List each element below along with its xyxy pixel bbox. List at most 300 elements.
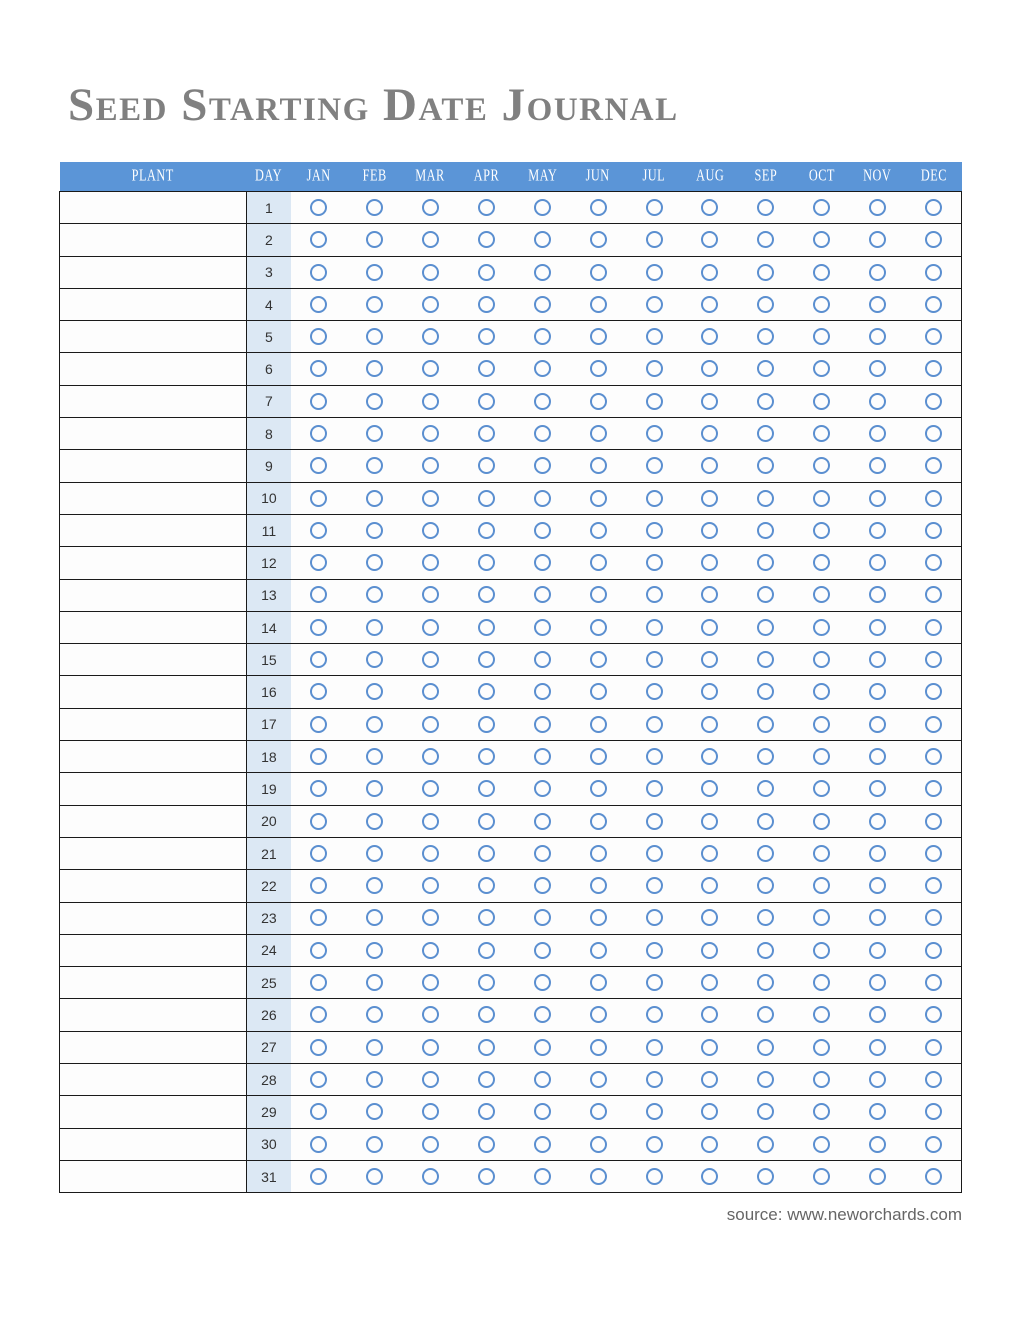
- month-checkbox-cell-jun-day-11[interactable]: [570, 514, 626, 546]
- circle-checkbox-icon[interactable]: [422, 877, 439, 894]
- month-checkbox-cell-sep-day-15[interactable]: [738, 644, 794, 676]
- plant-name-input-cell[interactable]: [60, 385, 247, 417]
- circle-checkbox-icon[interactable]: [534, 457, 551, 474]
- month-checkbox-cell-sep-day-14[interactable]: [738, 611, 794, 643]
- plant-name-input-cell[interactable]: [60, 192, 247, 224]
- circle-checkbox-icon[interactable]: [534, 199, 551, 216]
- plant-name-input-cell[interactable]: [60, 224, 247, 256]
- month-checkbox-cell-jun-day-5[interactable]: [570, 321, 626, 353]
- circle-checkbox-icon[interactable]: [925, 393, 942, 410]
- circle-checkbox-icon[interactable]: [310, 231, 327, 248]
- circle-checkbox-icon[interactable]: [478, 199, 495, 216]
- plant-name-input-cell[interactable]: [60, 611, 247, 643]
- plant-name-input-cell[interactable]: [60, 741, 247, 773]
- circle-checkbox-icon[interactable]: [366, 586, 383, 603]
- circle-checkbox-icon[interactable]: [813, 231, 830, 248]
- circle-checkbox-icon[interactable]: [422, 457, 439, 474]
- circle-checkbox-icon[interactable]: [869, 296, 886, 313]
- month-checkbox-cell-sep-day-9[interactable]: [738, 450, 794, 482]
- circle-checkbox-icon[interactable]: [366, 1103, 383, 1120]
- circle-checkbox-icon[interactable]: [310, 296, 327, 313]
- circle-checkbox-icon[interactable]: [813, 877, 830, 894]
- month-checkbox-cell-aug-day-1[interactable]: [682, 192, 738, 224]
- circle-checkbox-icon[interactable]: [813, 554, 830, 571]
- month-checkbox-cell-may-day-28[interactable]: [514, 1064, 570, 1096]
- circle-checkbox-icon[interactable]: [366, 231, 383, 248]
- month-checkbox-cell-jul-day-7[interactable]: [626, 385, 682, 417]
- month-checkbox-cell-dec-day-31[interactable]: [906, 1160, 962, 1192]
- month-checkbox-cell-mar-day-29[interactable]: [403, 1096, 459, 1128]
- month-checkbox-cell-sep-day-8[interactable]: [738, 418, 794, 450]
- month-checkbox-cell-sep-day-23[interactable]: [738, 902, 794, 934]
- circle-checkbox-icon[interactable]: [590, 683, 607, 700]
- month-checkbox-cell-aug-day-18[interactable]: [682, 741, 738, 773]
- plant-name-input-cell[interactable]: [60, 708, 247, 740]
- month-checkbox-cell-dec-day-10[interactable]: [906, 482, 962, 514]
- month-checkbox-cell-feb-day-18[interactable]: [347, 741, 403, 773]
- month-checkbox-cell-sep-day-30[interactable]: [738, 1128, 794, 1160]
- circle-checkbox-icon[interactable]: [422, 1168, 439, 1185]
- month-checkbox-cell-feb-day-3[interactable]: [347, 256, 403, 288]
- circle-checkbox-icon[interactable]: [646, 845, 663, 862]
- plant-name-input-cell[interactable]: [60, 1128, 247, 1160]
- circle-checkbox-icon[interactable]: [534, 231, 551, 248]
- circle-checkbox-icon[interactable]: [925, 586, 942, 603]
- circle-checkbox-icon[interactable]: [422, 942, 439, 959]
- month-checkbox-cell-feb-day-9[interactable]: [347, 450, 403, 482]
- circle-checkbox-icon[interactable]: [646, 619, 663, 636]
- month-checkbox-cell-mar-day-12[interactable]: [403, 547, 459, 579]
- month-checkbox-cell-oct-day-15[interactable]: [794, 644, 850, 676]
- circle-checkbox-icon[interactable]: [813, 1039, 830, 1056]
- circle-checkbox-icon[interactable]: [701, 522, 718, 539]
- month-checkbox-cell-jan-day-12[interactable]: [291, 547, 347, 579]
- circle-checkbox-icon[interactable]: [925, 683, 942, 700]
- month-checkbox-cell-dec-day-7[interactable]: [906, 385, 962, 417]
- circle-checkbox-icon[interactable]: [478, 909, 495, 926]
- circle-checkbox-icon[interactable]: [310, 1103, 327, 1120]
- month-checkbox-cell-sep-day-28[interactable]: [738, 1064, 794, 1096]
- month-checkbox-cell-feb-day-24[interactable]: [347, 934, 403, 966]
- month-checkbox-cell-oct-day-8[interactable]: [794, 418, 850, 450]
- plant-name-input-cell[interactable]: [60, 288, 247, 320]
- month-checkbox-cell-nov-day-8[interactable]: [850, 418, 906, 450]
- month-checkbox-cell-may-day-22[interactable]: [514, 870, 570, 902]
- circle-checkbox-icon[interactable]: [310, 1071, 327, 1088]
- circle-checkbox-icon[interactable]: [869, 716, 886, 733]
- month-checkbox-cell-aug-day-16[interactable]: [682, 676, 738, 708]
- circle-checkbox-icon[interactable]: [478, 845, 495, 862]
- circle-checkbox-icon[interactable]: [813, 328, 830, 345]
- month-checkbox-cell-apr-day-19[interactable]: [458, 773, 514, 805]
- month-checkbox-cell-oct-day-23[interactable]: [794, 902, 850, 934]
- month-checkbox-cell-oct-day-5[interactable]: [794, 321, 850, 353]
- month-checkbox-cell-aug-day-26[interactable]: [682, 999, 738, 1031]
- circle-checkbox-icon[interactable]: [534, 425, 551, 442]
- month-checkbox-cell-may-day-21[interactable]: [514, 837, 570, 869]
- circle-checkbox-icon[interactable]: [422, 490, 439, 507]
- month-checkbox-cell-jan-day-23[interactable]: [291, 902, 347, 934]
- month-checkbox-cell-jul-day-15[interactable]: [626, 644, 682, 676]
- month-checkbox-cell-jun-day-8[interactable]: [570, 418, 626, 450]
- circle-checkbox-icon[interactable]: [366, 813, 383, 830]
- month-checkbox-cell-jul-day-2[interactable]: [626, 224, 682, 256]
- month-checkbox-cell-aug-day-23[interactable]: [682, 902, 738, 934]
- circle-checkbox-icon[interactable]: [813, 264, 830, 281]
- circle-checkbox-icon[interactable]: [590, 619, 607, 636]
- circle-checkbox-icon[interactable]: [366, 748, 383, 765]
- circle-checkbox-icon[interactable]: [701, 877, 718, 894]
- circle-checkbox-icon[interactable]: [925, 522, 942, 539]
- circle-checkbox-icon[interactable]: [534, 393, 551, 410]
- circle-checkbox-icon[interactable]: [869, 651, 886, 668]
- month-checkbox-cell-apr-day-24[interactable]: [458, 934, 514, 966]
- month-checkbox-cell-jun-day-6[interactable]: [570, 353, 626, 385]
- month-checkbox-cell-mar-day-20[interactable]: [403, 805, 459, 837]
- month-checkbox-cell-apr-day-18[interactable]: [458, 741, 514, 773]
- month-checkbox-cell-dec-day-25[interactable]: [906, 967, 962, 999]
- circle-checkbox-icon[interactable]: [534, 974, 551, 991]
- month-checkbox-cell-mar-day-14[interactable]: [403, 611, 459, 643]
- circle-checkbox-icon[interactable]: [869, 1136, 886, 1153]
- month-checkbox-cell-may-day-23[interactable]: [514, 902, 570, 934]
- month-checkbox-cell-jan-day-27[interactable]: [291, 1031, 347, 1063]
- month-checkbox-cell-sep-day-2[interactable]: [738, 224, 794, 256]
- month-checkbox-cell-feb-day-8[interactable]: [347, 418, 403, 450]
- circle-checkbox-icon[interactable]: [869, 554, 886, 571]
- circle-checkbox-icon[interactable]: [646, 393, 663, 410]
- circle-checkbox-icon[interactable]: [478, 651, 495, 668]
- circle-checkbox-icon[interactable]: [310, 328, 327, 345]
- month-checkbox-cell-jan-day-21[interactable]: [291, 837, 347, 869]
- month-checkbox-cell-jun-day-21[interactable]: [570, 837, 626, 869]
- circle-checkbox-icon[interactable]: [478, 360, 495, 377]
- circle-checkbox-icon[interactable]: [925, 296, 942, 313]
- circle-checkbox-icon[interactable]: [366, 780, 383, 797]
- month-checkbox-cell-nov-day-31[interactable]: [850, 1160, 906, 1192]
- month-checkbox-cell-jun-day-7[interactable]: [570, 385, 626, 417]
- month-checkbox-cell-jun-day-25[interactable]: [570, 967, 626, 999]
- month-checkbox-cell-jul-day-22[interactable]: [626, 870, 682, 902]
- circle-checkbox-icon[interactable]: [925, 845, 942, 862]
- month-checkbox-cell-oct-day-7[interactable]: [794, 385, 850, 417]
- month-checkbox-cell-feb-day-10[interactable]: [347, 482, 403, 514]
- circle-checkbox-icon[interactable]: [757, 1006, 774, 1023]
- month-checkbox-cell-may-day-11[interactable]: [514, 514, 570, 546]
- month-checkbox-cell-apr-day-1[interactable]: [458, 192, 514, 224]
- circle-checkbox-icon[interactable]: [813, 748, 830, 765]
- circle-checkbox-icon[interactable]: [310, 651, 327, 668]
- circle-checkbox-icon[interactable]: [366, 393, 383, 410]
- circle-checkbox-icon[interactable]: [366, 1039, 383, 1056]
- month-checkbox-cell-feb-day-15[interactable]: [347, 644, 403, 676]
- circle-checkbox-icon[interactable]: [813, 1006, 830, 1023]
- circle-checkbox-icon[interactable]: [869, 974, 886, 991]
- circle-checkbox-icon[interactable]: [590, 231, 607, 248]
- month-checkbox-cell-jan-day-4[interactable]: [291, 288, 347, 320]
- circle-checkbox-icon[interactable]: [757, 651, 774, 668]
- month-checkbox-cell-oct-day-18[interactable]: [794, 741, 850, 773]
- circle-checkbox-icon[interactable]: [310, 586, 327, 603]
- circle-checkbox-icon[interactable]: [310, 522, 327, 539]
- circle-checkbox-icon[interactable]: [422, 522, 439, 539]
- month-checkbox-cell-aug-day-29[interactable]: [682, 1096, 738, 1128]
- month-checkbox-cell-may-day-4[interactable]: [514, 288, 570, 320]
- circle-checkbox-icon[interactable]: [701, 813, 718, 830]
- plant-name-input-cell[interactable]: [60, 870, 247, 902]
- month-checkbox-cell-nov-day-25[interactable]: [850, 967, 906, 999]
- month-checkbox-cell-may-day-3[interactable]: [514, 256, 570, 288]
- month-checkbox-cell-apr-day-14[interactable]: [458, 611, 514, 643]
- circle-checkbox-icon[interactable]: [534, 909, 551, 926]
- circle-checkbox-icon[interactable]: [590, 748, 607, 765]
- circle-checkbox-icon[interactable]: [869, 813, 886, 830]
- month-checkbox-cell-dec-day-4[interactable]: [906, 288, 962, 320]
- circle-checkbox-icon[interactable]: [478, 393, 495, 410]
- circle-checkbox-icon[interactable]: [590, 845, 607, 862]
- circle-checkbox-icon[interactable]: [422, 328, 439, 345]
- month-checkbox-cell-mar-day-13[interactable]: [403, 579, 459, 611]
- month-checkbox-cell-oct-day-22[interactable]: [794, 870, 850, 902]
- month-checkbox-cell-dec-day-17[interactable]: [906, 708, 962, 740]
- month-checkbox-cell-feb-day-14[interactable]: [347, 611, 403, 643]
- circle-checkbox-icon[interactable]: [701, 457, 718, 474]
- month-checkbox-cell-feb-day-2[interactable]: [347, 224, 403, 256]
- circle-checkbox-icon[interactable]: [925, 780, 942, 797]
- month-checkbox-cell-oct-day-17[interactable]: [794, 708, 850, 740]
- month-checkbox-cell-sep-day-12[interactable]: [738, 547, 794, 579]
- circle-checkbox-icon[interactable]: [646, 1168, 663, 1185]
- circle-checkbox-icon[interactable]: [478, 619, 495, 636]
- month-checkbox-cell-jul-day-20[interactable]: [626, 805, 682, 837]
- circle-checkbox-icon[interactable]: [310, 1136, 327, 1153]
- month-checkbox-cell-jul-day-11[interactable]: [626, 514, 682, 546]
- month-checkbox-cell-jul-day-5[interactable]: [626, 321, 682, 353]
- circle-checkbox-icon[interactable]: [757, 974, 774, 991]
- month-checkbox-cell-feb-day-5[interactable]: [347, 321, 403, 353]
- month-checkbox-cell-apr-day-17[interactable]: [458, 708, 514, 740]
- month-checkbox-cell-nov-day-16[interactable]: [850, 676, 906, 708]
- month-checkbox-cell-dec-day-21[interactable]: [906, 837, 962, 869]
- month-checkbox-cell-sep-day-19[interactable]: [738, 773, 794, 805]
- circle-checkbox-icon[interactable]: [757, 199, 774, 216]
- circle-checkbox-icon[interactable]: [310, 1039, 327, 1056]
- month-checkbox-cell-apr-day-3[interactable]: [458, 256, 514, 288]
- month-checkbox-cell-apr-day-30[interactable]: [458, 1128, 514, 1160]
- month-checkbox-cell-mar-day-15[interactable]: [403, 644, 459, 676]
- month-checkbox-cell-oct-day-13[interactable]: [794, 579, 850, 611]
- plant-name-input-cell[interactable]: [60, 450, 247, 482]
- circle-checkbox-icon[interactable]: [646, 716, 663, 733]
- circle-checkbox-icon[interactable]: [869, 425, 886, 442]
- plant-name-input-cell[interactable]: [60, 1064, 247, 1096]
- circle-checkbox-icon[interactable]: [534, 651, 551, 668]
- circle-checkbox-icon[interactable]: [534, 619, 551, 636]
- circle-checkbox-icon[interactable]: [757, 748, 774, 765]
- circle-checkbox-icon[interactable]: [534, 1006, 551, 1023]
- circle-checkbox-icon[interactable]: [534, 683, 551, 700]
- month-checkbox-cell-aug-day-8[interactable]: [682, 418, 738, 450]
- month-checkbox-cell-nov-day-1[interactable]: [850, 192, 906, 224]
- circle-checkbox-icon[interactable]: [478, 231, 495, 248]
- circle-checkbox-icon[interactable]: [757, 1071, 774, 1088]
- circle-checkbox-icon[interactable]: [478, 716, 495, 733]
- month-checkbox-cell-nov-day-13[interactable]: [850, 579, 906, 611]
- month-checkbox-cell-jul-day-16[interactable]: [626, 676, 682, 708]
- month-checkbox-cell-dec-day-8[interactable]: [906, 418, 962, 450]
- month-checkbox-cell-jan-day-7[interactable]: [291, 385, 347, 417]
- month-checkbox-cell-aug-day-31[interactable]: [682, 1160, 738, 1192]
- circle-checkbox-icon[interactable]: [366, 425, 383, 442]
- circle-checkbox-icon[interactable]: [869, 328, 886, 345]
- circle-checkbox-icon[interactable]: [366, 296, 383, 313]
- month-checkbox-cell-dec-day-27[interactable]: [906, 1031, 962, 1063]
- circle-checkbox-icon[interactable]: [701, 716, 718, 733]
- circle-checkbox-icon[interactable]: [590, 974, 607, 991]
- circle-checkbox-icon[interactable]: [422, 264, 439, 281]
- circle-checkbox-icon[interactable]: [925, 231, 942, 248]
- month-checkbox-cell-may-day-7[interactable]: [514, 385, 570, 417]
- month-checkbox-cell-aug-day-10[interactable]: [682, 482, 738, 514]
- circle-checkbox-icon[interactable]: [925, 1006, 942, 1023]
- month-checkbox-cell-may-day-20[interactable]: [514, 805, 570, 837]
- month-checkbox-cell-aug-day-7[interactable]: [682, 385, 738, 417]
- circle-checkbox-icon[interactable]: [534, 942, 551, 959]
- month-checkbox-cell-jan-day-30[interactable]: [291, 1128, 347, 1160]
- month-checkbox-cell-aug-day-20[interactable]: [682, 805, 738, 837]
- month-checkbox-cell-nov-day-15[interactable]: [850, 644, 906, 676]
- month-checkbox-cell-nov-day-9[interactable]: [850, 450, 906, 482]
- month-checkbox-cell-nov-day-14[interactable]: [850, 611, 906, 643]
- circle-checkbox-icon[interactable]: [422, 393, 439, 410]
- month-checkbox-cell-jan-day-17[interactable]: [291, 708, 347, 740]
- circle-checkbox-icon[interactable]: [534, 1103, 551, 1120]
- month-checkbox-cell-nov-day-18[interactable]: [850, 741, 906, 773]
- circle-checkbox-icon[interactable]: [813, 619, 830, 636]
- circle-checkbox-icon[interactable]: [869, 683, 886, 700]
- month-checkbox-cell-oct-day-31[interactable]: [794, 1160, 850, 1192]
- month-checkbox-cell-jan-day-13[interactable]: [291, 579, 347, 611]
- month-checkbox-cell-nov-day-22[interactable]: [850, 870, 906, 902]
- circle-checkbox-icon[interactable]: [813, 942, 830, 959]
- month-checkbox-cell-apr-day-27[interactable]: [458, 1031, 514, 1063]
- month-checkbox-cell-may-day-2[interactable]: [514, 224, 570, 256]
- month-checkbox-cell-may-day-27[interactable]: [514, 1031, 570, 1063]
- circle-checkbox-icon[interactable]: [646, 490, 663, 507]
- month-checkbox-cell-mar-day-16[interactable]: [403, 676, 459, 708]
- circle-checkbox-icon[interactable]: [422, 845, 439, 862]
- circle-checkbox-icon[interactable]: [534, 748, 551, 765]
- month-checkbox-cell-oct-day-24[interactable]: [794, 934, 850, 966]
- month-checkbox-cell-jun-day-4[interactable]: [570, 288, 626, 320]
- circle-checkbox-icon[interactable]: [310, 457, 327, 474]
- circle-checkbox-icon[interactable]: [646, 651, 663, 668]
- circle-checkbox-icon[interactable]: [422, 296, 439, 313]
- month-checkbox-cell-dec-day-26[interactable]: [906, 999, 962, 1031]
- plant-name-input-cell[interactable]: [60, 837, 247, 869]
- month-checkbox-cell-mar-day-9[interactable]: [403, 450, 459, 482]
- circle-checkbox-icon[interactable]: [869, 586, 886, 603]
- month-checkbox-cell-nov-day-4[interactable]: [850, 288, 906, 320]
- circle-checkbox-icon[interactable]: [701, 974, 718, 991]
- circle-checkbox-icon[interactable]: [590, 1071, 607, 1088]
- circle-checkbox-icon[interactable]: [869, 264, 886, 281]
- month-checkbox-cell-sep-day-17[interactable]: [738, 708, 794, 740]
- month-checkbox-cell-sep-day-4[interactable]: [738, 288, 794, 320]
- month-checkbox-cell-aug-day-12[interactable]: [682, 547, 738, 579]
- circle-checkbox-icon[interactable]: [701, 780, 718, 797]
- circle-checkbox-icon[interactable]: [813, 780, 830, 797]
- month-checkbox-cell-nov-day-10[interactable]: [850, 482, 906, 514]
- circle-checkbox-icon[interactable]: [422, 909, 439, 926]
- circle-checkbox-icon[interactable]: [310, 1168, 327, 1185]
- circle-checkbox-icon[interactable]: [813, 522, 830, 539]
- plant-name-input-cell[interactable]: [60, 256, 247, 288]
- circle-checkbox-icon[interactable]: [701, 231, 718, 248]
- month-checkbox-cell-aug-day-9[interactable]: [682, 450, 738, 482]
- month-checkbox-cell-feb-day-22[interactable]: [347, 870, 403, 902]
- month-checkbox-cell-nov-day-28[interactable]: [850, 1064, 906, 1096]
- circle-checkbox-icon[interactable]: [925, 490, 942, 507]
- month-checkbox-cell-dec-day-15[interactable]: [906, 644, 962, 676]
- plant-name-input-cell[interactable]: [60, 676, 247, 708]
- month-checkbox-cell-mar-day-3[interactable]: [403, 256, 459, 288]
- month-checkbox-cell-aug-day-21[interactable]: [682, 837, 738, 869]
- month-checkbox-cell-apr-day-28[interactable]: [458, 1064, 514, 1096]
- circle-checkbox-icon[interactable]: [478, 683, 495, 700]
- month-checkbox-cell-jun-day-24[interactable]: [570, 934, 626, 966]
- month-checkbox-cell-nov-day-11[interactable]: [850, 514, 906, 546]
- circle-checkbox-icon[interactable]: [366, 877, 383, 894]
- circle-checkbox-icon[interactable]: [925, 942, 942, 959]
- circle-checkbox-icon[interactable]: [590, 909, 607, 926]
- circle-checkbox-icon[interactable]: [478, 780, 495, 797]
- circle-checkbox-icon[interactable]: [757, 264, 774, 281]
- month-checkbox-cell-mar-day-24[interactable]: [403, 934, 459, 966]
- circle-checkbox-icon[interactable]: [646, 909, 663, 926]
- month-checkbox-cell-feb-day-19[interactable]: [347, 773, 403, 805]
- month-checkbox-cell-jun-day-15[interactable]: [570, 644, 626, 676]
- circle-checkbox-icon[interactable]: [478, 877, 495, 894]
- month-checkbox-cell-oct-day-3[interactable]: [794, 256, 850, 288]
- month-checkbox-cell-aug-day-15[interactable]: [682, 644, 738, 676]
- circle-checkbox-icon[interactable]: [534, 264, 551, 281]
- month-checkbox-cell-feb-day-17[interactable]: [347, 708, 403, 740]
- month-checkbox-cell-sep-day-29[interactable]: [738, 1096, 794, 1128]
- month-checkbox-cell-apr-day-21[interactable]: [458, 837, 514, 869]
- month-checkbox-cell-oct-day-26[interactable]: [794, 999, 850, 1031]
- circle-checkbox-icon[interactable]: [534, 780, 551, 797]
- circle-checkbox-icon[interactable]: [478, 425, 495, 442]
- circle-checkbox-icon[interactable]: [925, 360, 942, 377]
- circle-checkbox-icon[interactable]: [422, 813, 439, 830]
- circle-checkbox-icon[interactable]: [478, 296, 495, 313]
- month-checkbox-cell-apr-day-15[interactable]: [458, 644, 514, 676]
- circle-checkbox-icon[interactable]: [925, 328, 942, 345]
- circle-checkbox-icon[interactable]: [701, 199, 718, 216]
- circle-checkbox-icon[interactable]: [590, 360, 607, 377]
- month-checkbox-cell-jun-day-23[interactable]: [570, 902, 626, 934]
- circle-checkbox-icon[interactable]: [925, 1168, 942, 1185]
- month-checkbox-cell-apr-day-13[interactable]: [458, 579, 514, 611]
- month-checkbox-cell-feb-day-21[interactable]: [347, 837, 403, 869]
- month-checkbox-cell-jul-day-13[interactable]: [626, 579, 682, 611]
- month-checkbox-cell-nov-day-2[interactable]: [850, 224, 906, 256]
- month-checkbox-cell-dec-day-23[interactable]: [906, 902, 962, 934]
- month-checkbox-cell-mar-day-26[interactable]: [403, 999, 459, 1031]
- month-checkbox-cell-sep-day-16[interactable]: [738, 676, 794, 708]
- circle-checkbox-icon[interactable]: [701, 909, 718, 926]
